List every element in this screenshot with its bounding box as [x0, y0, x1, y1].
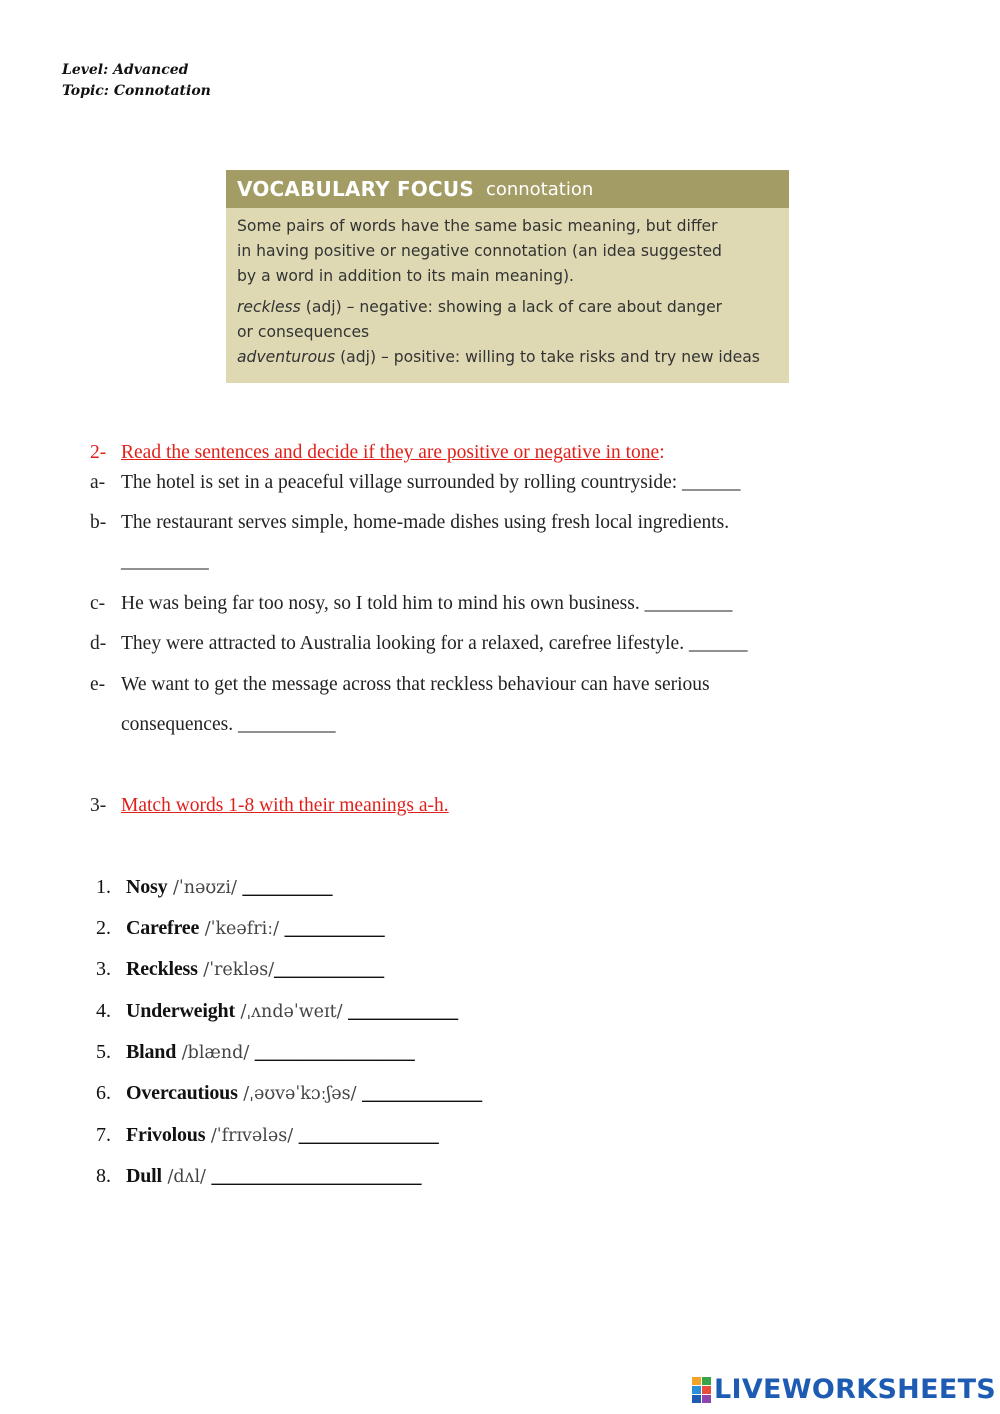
answer-blank[interactable]: _____________________ [211, 1165, 422, 1187]
vocab-word: Frivolous [126, 1124, 206, 1146]
vocab-word: Overcautious [126, 1082, 238, 1104]
example-reckless: reckless (adj) – negative: showing a lack of care about danger [237, 298, 723, 316]
answer-blank-b[interactable]: _________ [121, 551, 209, 572]
answer-blank[interactable]: ___________ [274, 958, 385, 980]
word-item-5: 5. Bland /blænd/ ________________ [96, 1041, 415, 1063]
answer-blank[interactable]: ___________ [348, 1000, 459, 1022]
answer-blank[interactable]: ________________ [254, 1041, 415, 1063]
vocabulary-focus-body [226, 208, 789, 370]
sentence-b: b- The restaurant serves simple, home-made dishes using fresh local ingredients. [90, 512, 730, 533]
sentence-c: c- He was being far too nosy, so I told him to mind his own business. _________ [90, 593, 733, 614]
sentence-e: e- We want to get the message across that reckless behaviour can have serious [90, 674, 710, 695]
vocab-word: Nosy [126, 876, 168, 898]
word-item-7: 7. Frivolous /ˈfrɪvələs/ ______________ [96, 1124, 439, 1146]
vocabulary-focus-title: VOCABULARY FOCUS [237, 177, 474, 201]
logo-text: LIVEWORKSHEETS [714, 1374, 997, 1405]
definition-line: by a word in addition to its main meaning). [237, 267, 575, 285]
exercise-2-title: 2- Read the sentences and decide if they are positive or negative in tone: [90, 442, 665, 463]
exercise-instruction: Read the sentences and decide if they are positive or negative in tone [121, 442, 660, 463]
word-item-1: 1. Nosy /ˈnəʊzi/ _________ [96, 876, 333, 898]
definition-line: in having positive or negative connotation (an idea suggested [237, 242, 722, 260]
vocab-word: Bland [126, 1041, 177, 1063]
exercise-number: 3- [90, 795, 107, 816]
ipa: /ˈfrɪvələs/ [205, 1126, 299, 1146]
exercise-number: 2- [90, 442, 107, 463]
sentence-d: d- They were attracted to Australia looking for a relaxed, carefree lifestyle. ______ [90, 633, 748, 654]
ipa: /dʌl/ [161, 1167, 212, 1187]
answer-blank[interactable]: ____________ [362, 1082, 483, 1104]
liveworksheets-logo [692, 1374, 996, 1405]
vocab-word: Reckless [126, 958, 198, 980]
word-item-6: 6. Overcautious /ˌəʊvəˈkɔːʃəs/ ____________ [96, 1082, 483, 1104]
ipa: /blænd/ [176, 1043, 255, 1063]
definition-line: Some pairs of words have the same basic meaning, but differ [237, 217, 718, 235]
vocab-word: Dull [126, 1165, 162, 1187]
answer-blank[interactable]: __________ [284, 917, 385, 939]
answer-blank[interactable]: _________ [242, 876, 333, 898]
ipa: /ˈnəʊzi/ [167, 878, 243, 898]
sentence-text: We want to get the message across that reckless behaviour can have serious [121, 674, 710, 695]
word-item-8: 8. Dull /dʌl/ _____________________ [96, 1165, 422, 1187]
ipa: /ˈkeəfriː/ [199, 919, 285, 939]
ipa: /ˈrekləs/ [197, 960, 275, 980]
example-reckless-cont: or consequences [237, 323, 370, 341]
worksheet-header [62, 60, 211, 102]
vocab-word: Underweight [126, 1000, 235, 1022]
sentence-text[interactable]: They were attracted to Australia looking for a relaxed, carefree lifestyle. ______ [121, 633, 748, 654]
topic-label: Topic: Connotation [62, 83, 211, 99]
vocabulary-focus-subtitle: connotation [485, 178, 594, 200]
answer-blank[interactable]: ______________ [298, 1124, 439, 1146]
exercise-instruction: Match words 1-8 with their meanings a-h. [121, 795, 449, 816]
sentence-text[interactable]: The hotel is set in a peaceful village surrounded by rolling countryside: ______ [121, 472, 741, 493]
exercise-3-title [90, 795, 449, 817]
liveworksheets-logo-icon [692, 1377, 710, 1403]
word-item-2: 2. Carefree /ˈkeəfriː/ __________ [96, 917, 385, 939]
sentence-text: The restaurant serves simple, home-made dishes using fresh local ingredients. [121, 512, 730, 533]
example-word: reckless [237, 298, 301, 316]
vocabulary-focus-header [226, 170, 789, 208]
word-item-4: 4. Underweight /ˌʌndəˈweɪt/ ___________ [96, 1000, 459, 1022]
sentence-text[interactable]: He was being far too nosy, so I told him to mind his own business. _________ [121, 593, 733, 614]
vocab-word: Carefree [126, 917, 200, 939]
example-adventurous: adventurous (adj) – positive: willing to take risks and try new ideas [237, 348, 760, 366]
word-item-3: 3. Reckless /ˈrekləs/___________ [96, 958, 385, 980]
ipa: /ˌəʊvəˈkɔːʃəs/ [237, 1084, 363, 1104]
sentence-a: a- The hotel is set in a peaceful village surrounded by rolling countryside: ______ [90, 472, 741, 493]
answer-blank-e[interactable]: consequences. __________ [121, 714, 336, 735]
example-word: adventurous [237, 348, 336, 366]
level-label: Level: Advanced [62, 62, 189, 78]
vocabulary-focus-box [226, 170, 789, 383]
ipa: /ˌʌndəˈweɪt/ [234, 1002, 349, 1022]
